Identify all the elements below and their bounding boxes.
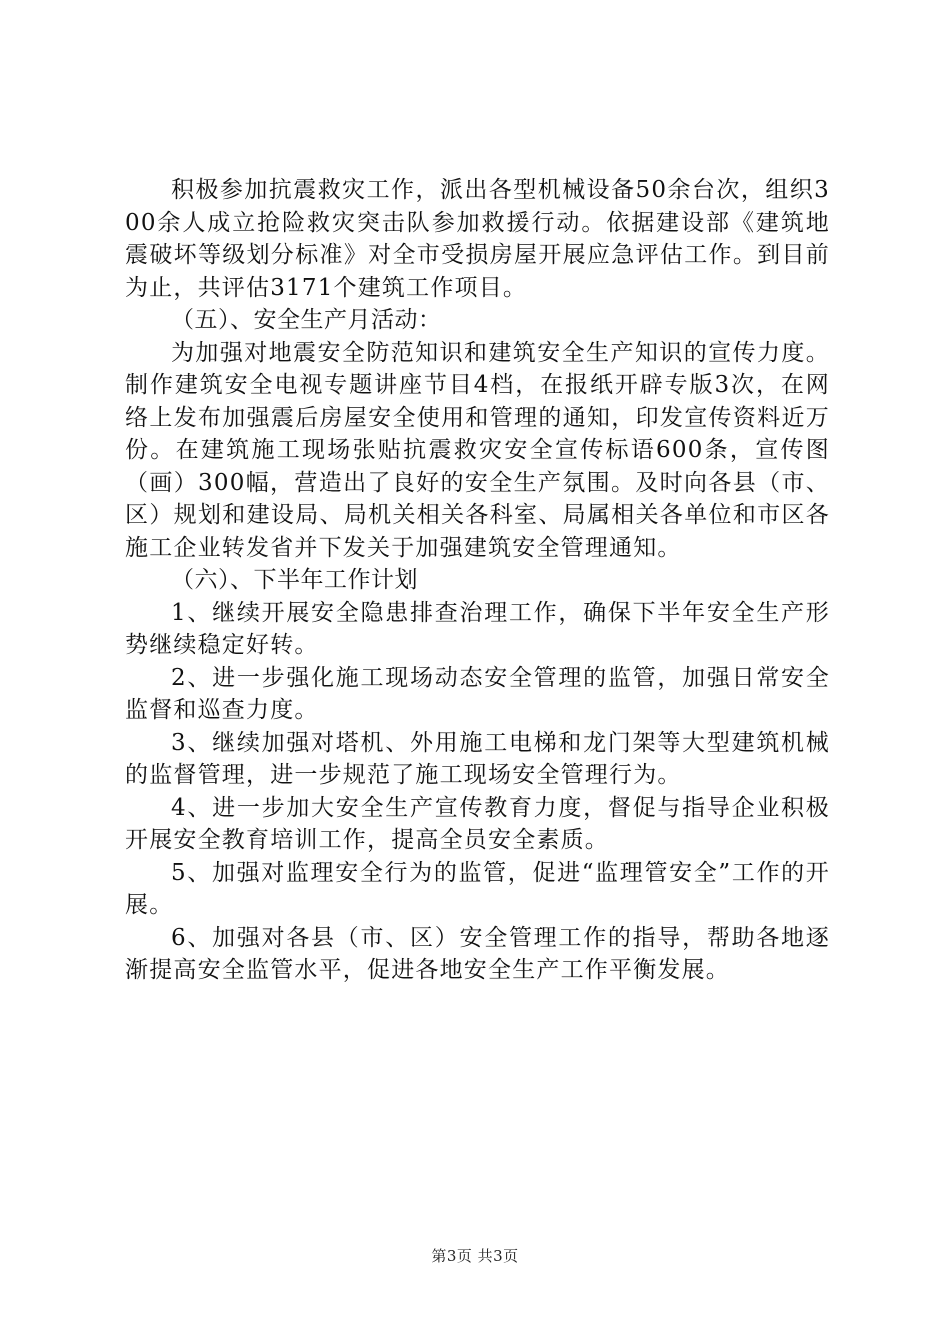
section-heading-work-plan: （六）、下半年工作计划 [171,567,418,593]
plan-item-3: 3、继续加强对塔机、外用施工电梯和龙门架等大型建筑机械的监督管理，进一步规范了施工现场安全管理行为。 [125,729,830,788]
plan-item-4: 4、进一步加大安全生产宣传教育力度，督促与指导企业积极开展安全教育培训工作，提高全员安全素质。 [125,794,830,853]
plan-item-2: 2、进一步强化施工现场动态安全管理的监管，加强日常安全监督和巡查力度。 [125,664,830,723]
paragraph-safety-publicity: 为加强对地震安全防范知识和建筑安全生产知识的宣传力度。制作建筑安全电视专题讲座节目4档，在报纸开辟专版3次，在网络上发布加强震后房屋安全使用和管理的通知，印发宣传资料近万份。在建筑施工现场张贴抗震救灾安全宣传标语600条，宣传图（画）300幅，营造出了良好的安全生产氛围。及时向各县（市、区）规划和建设局、局机关相关各科室、局属相关各单位和市区各施工企业转发省并下发关于加强建筑安全管理通知。 [125,339,830,561]
paragraph-earthquake-relief: 积极参加抗震救灾工作，派出各型机械设备50余台次，组织300余人成立抢险救灾突击队参加救援行动。依据建设部《建筑地震破坏等级划分标准》对全市受损房屋开展应急评估工作。到目前为止，共评估3171个建筑工作项目。 [125,177,830,301]
plan-item-1: 1、继续开展安全隐患排查治理工作，确保下半年安全生产形势继续稳定好转。 [125,599,830,658]
section-heading-safety-month: （五）、安全生产月活动： [171,307,442,333]
page-footer: 第3页 共3页 [431,1247,519,1265]
plan-item-6: 6、加强对各县（市、区）安全管理工作的指导，帮助各地逐渐提高安全监管水平，促进各地安全生产工作平衡发展。 [125,924,830,983]
document-body [125,174,830,987]
plan-item-5: 5、加强对监理安全行为的监管，促进“监理管安全”工作的开展。 [125,859,830,918]
